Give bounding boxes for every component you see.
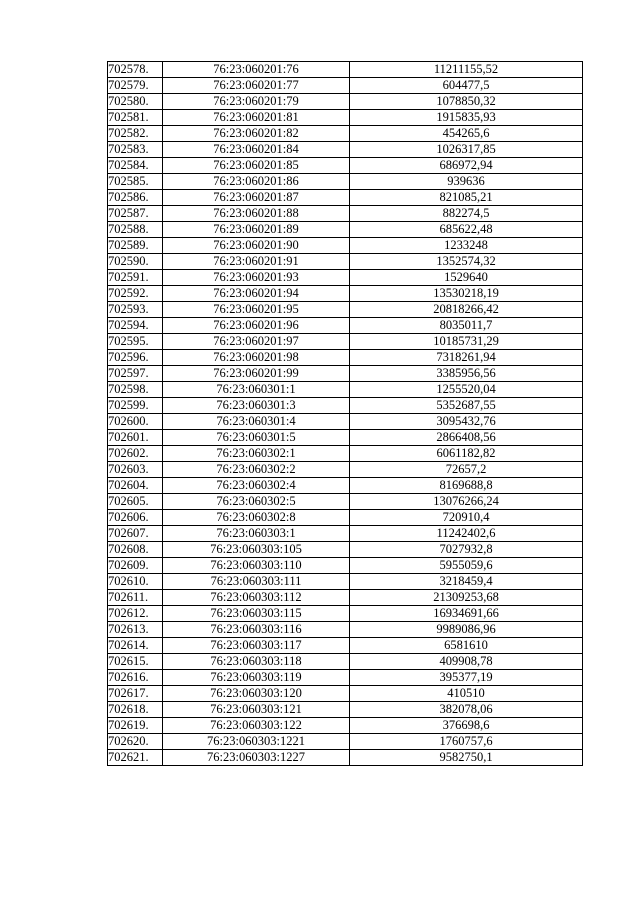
cadastral-number-cell: 76:23:060301:5: [163, 430, 350, 446]
table-row: [108, 494, 583, 510]
cadastral-number-cell: 76:23:060201:77: [163, 78, 350, 94]
cadastral-value-cell: 821085,21: [350, 190, 583, 206]
cadastral-value-cell: 72657,2: [350, 462, 583, 478]
cadastral-value-cell: 20818266,42: [350, 302, 583, 318]
table-row: [108, 478, 583, 494]
cadastral-value-cell: 3095432,76: [350, 414, 583, 430]
row-number-cell: 702611.: [108, 590, 163, 606]
table-row: [108, 302, 583, 318]
cadastral-number-cell: 76:23:060303:119: [163, 670, 350, 686]
cadastral-number-cell: 76:23:060201:96: [163, 318, 350, 334]
row-number-cell: 702607.: [108, 526, 163, 542]
cadastral-value-cell: 685622,48: [350, 222, 583, 238]
table-row: [108, 382, 583, 398]
table-row: [108, 686, 583, 702]
table-row: [108, 110, 583, 126]
table-body: [108, 62, 583, 766]
row-number-cell: 702589.: [108, 238, 163, 254]
cadastral-number-cell: 76:23:060201:88: [163, 206, 350, 222]
row-number-cell: 702578.: [108, 62, 163, 78]
table-row: [108, 366, 583, 382]
cadastral-number-cell: 76:23:060303:118: [163, 654, 350, 670]
row-number-cell: 702612.: [108, 606, 163, 622]
table-row: [108, 206, 583, 222]
cadastral-value-cell: 382078,06: [350, 702, 583, 718]
row-number-cell: 702590.: [108, 254, 163, 270]
table-row: [108, 574, 583, 590]
cadastral-number-cell: 76:23:060303:1: [163, 526, 350, 542]
cadastral-value-cell: 11211155,52: [350, 62, 583, 78]
cadastral-number-cell: 76:23:060201:79: [163, 94, 350, 110]
cadastral-value-cell: 3218459,4: [350, 574, 583, 590]
table-row: [108, 526, 583, 542]
cadastral-value-cell: 7027932,8: [350, 542, 583, 558]
cadastral-value-cell: 8169688,8: [350, 478, 583, 494]
row-number-cell: 702587.: [108, 206, 163, 222]
row-number-cell: 702592.: [108, 286, 163, 302]
table-row: [108, 238, 583, 254]
cadastral-value-cell: 6581610: [350, 638, 583, 654]
cadastral-value-cell: 1915835,93: [350, 110, 583, 126]
cadastral-value-cell: 410510: [350, 686, 583, 702]
cadastral-number-cell: 76:23:060303:115: [163, 606, 350, 622]
cadastral-value-cell: 6061182,82: [350, 446, 583, 462]
table-row: [108, 606, 583, 622]
cadastral-number-cell: 76:23:060301:3: [163, 398, 350, 414]
table-row: [108, 222, 583, 238]
table-row: [108, 78, 583, 94]
row-number-cell: 702597.: [108, 366, 163, 382]
row-number-cell: 702610.: [108, 574, 163, 590]
cadastral-value-cell: 1026317,85: [350, 142, 583, 158]
row-number-cell: 702579.: [108, 78, 163, 94]
cadastral-value-cell: 939636: [350, 174, 583, 190]
cadastral-value-cell: 13076266,24: [350, 494, 583, 510]
row-number-cell: 702593.: [108, 302, 163, 318]
cadastral-number-cell: 76:23:060201:98: [163, 350, 350, 366]
table-row: [108, 622, 583, 638]
row-number-cell: 702603.: [108, 462, 163, 478]
table-row: [108, 734, 583, 750]
table-row: [108, 446, 583, 462]
row-number-cell: 702618.: [108, 702, 163, 718]
cadastral-value-cell: 11242402,6: [350, 526, 583, 542]
table-row: [108, 750, 583, 766]
cadastral-value-cell: 604477,5: [350, 78, 583, 94]
row-number-cell: 702619.: [108, 718, 163, 734]
row-number-cell: 702595.: [108, 334, 163, 350]
row-number-cell: 702594.: [108, 318, 163, 334]
table-row: [108, 142, 583, 158]
cadastral-number-cell: 76:23:060303:1227: [163, 750, 350, 766]
cadastral-value-cell: 454265,6: [350, 126, 583, 142]
row-number-cell: 702599.: [108, 398, 163, 414]
table-row: [108, 334, 583, 350]
cadastral-value-cell: 686972,94: [350, 158, 583, 174]
row-number-cell: 702617.: [108, 686, 163, 702]
cadastral-number-cell: 76:23:060201:82: [163, 126, 350, 142]
cadastral-number-cell: 76:23:060302:5: [163, 494, 350, 510]
row-number-cell: 702580.: [108, 94, 163, 110]
cadastral-value-cell: 882274,5: [350, 206, 583, 222]
cadastral-number-cell: 76:23:060201:94: [163, 286, 350, 302]
cadastral-value-cell: 9989086,96: [350, 622, 583, 638]
cadastral-number-cell: 76:23:060303:122: [163, 718, 350, 734]
cadastral-value-cell: 21309253,68: [350, 590, 583, 606]
cadastral-number-cell: 76:23:060302:1: [163, 446, 350, 462]
cadastral-number-cell: 76:23:060303:111: [163, 574, 350, 590]
row-number-cell: 702602.: [108, 446, 163, 462]
row-number-cell: 702600.: [108, 414, 163, 430]
cadastral-number-cell: 76:23:060201:99: [163, 366, 350, 382]
row-number-cell: 702582.: [108, 126, 163, 142]
cadastral-number-cell: 76:23:060201:89: [163, 222, 350, 238]
table-row: [108, 702, 583, 718]
table-row: [108, 174, 583, 190]
cadastral-number-cell: 76:23:060201:76: [163, 62, 350, 78]
cadastral-value-cell: 1078850,32: [350, 94, 583, 110]
cadastral-number-cell: 76:23:060201:91: [163, 254, 350, 270]
row-number-cell: 702615.: [108, 654, 163, 670]
cadastral-number-cell: 76:23:060201:95: [163, 302, 350, 318]
cadastral-number-cell: 76:23:060303:110: [163, 558, 350, 574]
row-number-cell: 702613.: [108, 622, 163, 638]
cadastral-value-cell: 16934691,66: [350, 606, 583, 622]
table-row: [108, 318, 583, 334]
cadastral-number-cell: 76:23:060301:4: [163, 414, 350, 430]
row-number-cell: 702620.: [108, 734, 163, 750]
cadastral-number-cell: 76:23:060201:97: [163, 334, 350, 350]
cadastral-number-cell: 76:23:060201:93: [163, 270, 350, 286]
cadastral-number-cell: 76:23:060303:105: [163, 542, 350, 558]
table-row: [108, 158, 583, 174]
cadastral-value-cell: 7318261,94: [350, 350, 583, 366]
row-number-cell: 702585.: [108, 174, 163, 190]
row-number-cell: 702583.: [108, 142, 163, 158]
row-number-cell: 702606.: [108, 510, 163, 526]
cadastral-value-cell: 1352574,32: [350, 254, 583, 270]
table-row: [108, 462, 583, 478]
row-number-cell: 702621.: [108, 750, 163, 766]
cadastral-value-cell: 1233248: [350, 238, 583, 254]
table-row: [108, 654, 583, 670]
cadastral-number-cell: 76:23:060301:1: [163, 382, 350, 398]
cadastral-value-cell: 13530218,19: [350, 286, 583, 302]
cadastral-number-cell: 76:23:060201:81: [163, 110, 350, 126]
row-number-cell: 702616.: [108, 670, 163, 686]
table-row: [108, 126, 583, 142]
cadastral-value-cell: 5352687,55: [350, 398, 583, 414]
cadastral-number-cell: 76:23:060201:86: [163, 174, 350, 190]
cadastral-value-cell: 5955059,6: [350, 558, 583, 574]
table-row: [108, 254, 583, 270]
cadastral-number-cell: 76:23:060303:120: [163, 686, 350, 702]
table-row: [108, 286, 583, 302]
row-number-cell: 702596.: [108, 350, 163, 366]
cadastral-value-table: [107, 61, 583, 766]
cadastral-number-cell: 76:23:060201:90: [163, 238, 350, 254]
cadastral-value-cell: 1760757,6: [350, 734, 583, 750]
cadastral-number-cell: 76:23:060302:2: [163, 462, 350, 478]
table-row: [108, 430, 583, 446]
cadastral-value-cell: 3385956,56: [350, 366, 583, 382]
table-row: [108, 718, 583, 734]
row-number-cell: 702604.: [108, 478, 163, 494]
cadastral-value-cell: 9582750,1: [350, 750, 583, 766]
cadastral-number-cell: 76:23:060201:84: [163, 142, 350, 158]
table-row: [108, 414, 583, 430]
row-number-cell: 702609.: [108, 558, 163, 574]
cadastral-value-cell: 395377,19: [350, 670, 583, 686]
table-row: [108, 590, 583, 606]
cadastral-number-cell: 76:23:060303:112: [163, 590, 350, 606]
cadastral-number-cell: 76:23:060302:4: [163, 478, 350, 494]
cadastral-number-cell: 76:23:060303:117: [163, 638, 350, 654]
table-row: [108, 62, 583, 78]
row-number-cell: 702588.: [108, 222, 163, 238]
row-number-cell: 702598.: [108, 382, 163, 398]
cadastral-number-cell: 76:23:060201:87: [163, 190, 350, 206]
table-row: [108, 190, 583, 206]
table-row: [108, 510, 583, 526]
row-number-cell: 702614.: [108, 638, 163, 654]
table-row: [108, 398, 583, 414]
row-number-cell: 702581.: [108, 110, 163, 126]
cadastral-number-cell: 76:23:060201:85: [163, 158, 350, 174]
row-number-cell: 702586.: [108, 190, 163, 206]
table-row: [108, 542, 583, 558]
cadastral-number-cell: 76:23:060303:1221: [163, 734, 350, 750]
table-row: [108, 350, 583, 366]
cadastral-value-cell: 720910,4: [350, 510, 583, 526]
cadastral-number-cell: 76:23:060303:116: [163, 622, 350, 638]
table-row: [108, 670, 583, 686]
row-number-cell: 702584.: [108, 158, 163, 174]
cadastral-number-cell: 76:23:060302:8: [163, 510, 350, 526]
table-row: [108, 558, 583, 574]
table-row: [108, 94, 583, 110]
table-row: [108, 638, 583, 654]
row-number-cell: 702601.: [108, 430, 163, 446]
row-number-cell: 702591.: [108, 270, 163, 286]
cadastral-value-cell: 2866408,56: [350, 430, 583, 446]
cadastral-value-cell: 376698,6: [350, 718, 583, 734]
cadastral-value-cell: 409908,78: [350, 654, 583, 670]
cadastral-value-cell: 1255520,04: [350, 382, 583, 398]
cadastral-value-cell: 8035011,7: [350, 318, 583, 334]
row-number-cell: 702608.: [108, 542, 163, 558]
table-row: [108, 270, 583, 286]
cadastral-value-cell: 1529640: [350, 270, 583, 286]
row-number-cell: 702605.: [108, 494, 163, 510]
cadastral-number-cell: 76:23:060303:121: [163, 702, 350, 718]
cadastral-value-cell: 10185731,29: [350, 334, 583, 350]
